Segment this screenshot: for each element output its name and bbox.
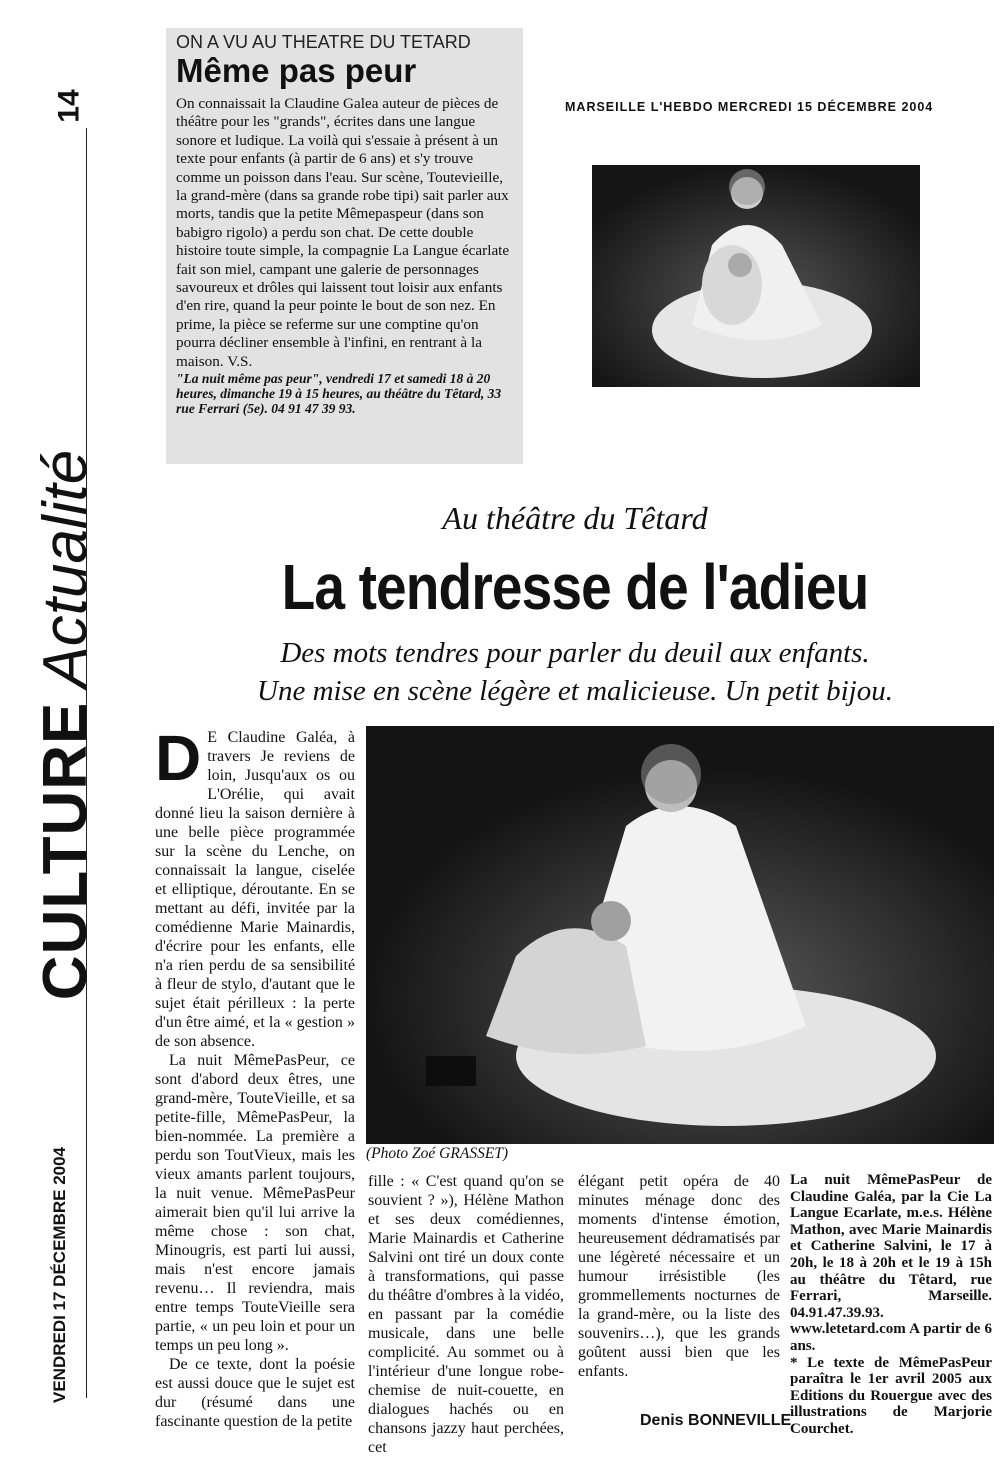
standfirst-line-2: Une mise en scène légère et malicieuse. Un petit bijou. (257, 675, 893, 707)
photo-main (366, 726, 994, 1144)
standfirst-line-1: Des mots tendres pour parler du deuil aux enfants. (280, 637, 870, 669)
col2-paragraph: fille : « C'est quand qu'on se souvient ? »), Hélène Mathon et ses deux comédiennes, Marie Mainardis et Catherine Salvini ont tiré un doux conte à transformations, qui passe du théâtre d'ombres à la vidéo, en passant par la comédie musicale, dans une belle complicité. Au sommet ou à l'intérieur d'une longue robe-chemise de nuit-couette, en dialogues hachés ou en chansons jazzy haut perchées, cet (368, 1173, 564, 1456)
masthead: MARSEILLE L'HEBDO MERCREDI 15 DÉCEMBRE 2004 (565, 100, 934, 114)
col1-paragraph-2: La nuit MêmePasPeur, ce sont d'abord deux êtres, une grand-mère, ToutеVieille, et sa petite-fille, MêmePasPeur, la bien-nommée. La première a perdu son ToutVieux, mais les vieux amants parlent toujours, la nuit venue. MêmePasPeur aimerait bien qu'il lui arrive la même chose : son chat, Minougris, est parti lui aussi, mais n'est encore jamais revenu… Il reviendra, mais entre temps ToutеVieille sera partie, « un peu loin et pour un temps un peu long ». (155, 1052, 355, 1354)
column-4 (790, 1172, 992, 1438)
photo-top (592, 165, 920, 387)
col3-paragraph: élégant petit opéra de 40 minutes ménage donc des moments d'intense émotion, heureusement dédramatisés par une légèreté nécessaire et un humour irrésistible (les grommellements nocturnes de la grand-mère, ou la liste des souvenirs…), que les grands goûtent aussi bien que les enfants. (578, 1173, 780, 1380)
col4-note: * Le texte de MêmePasPeur paraîtra le 1er avril 2005 aux Editions du Rouergue avec des illustrations de Marjorie Courchet. (790, 1354, 992, 1437)
column-2 (368, 1172, 564, 1457)
column-3 (578, 1172, 780, 1381)
photo-top-image (592, 165, 920, 387)
box-body: On connaissait la Claudine Galea auteur de pièces de théâtre pour les "grands", écrites dans une langue sonore et ludique. La voilà qui s'essaie à présent à un texte pour enfants (à partir de 6 ans) et s'y trouve comme un poisson dans l'eau. Sur scène, Toutevieille, la grand-mère (dans sa grande robe tipi) sait parler aux morts, tandis que la petite Mêmepaspeur (dans son babigro rigolo) a perdu son chat. De cette double histoire toute simple, la compagnie La Langue écarlate fait son miel, campant une galerie de personnages savoureux et drôles qui laissent tout loisir aux enfants d'en rire, quand la peur pointe le bout de son nez. En prime, la pièce se referme sur une comptine qu'on pourra décliner ensemble à l'infini, en rentrant à la maison. V.S. (176, 95, 510, 370)
column-1 (155, 722, 355, 1431)
section-main: CULTURE (30, 701, 100, 1001)
box-info: "La nuit même pas peur", vendredi 17 et samedi 18 à 20 heures, dimanche 19 à 15 heures, au théâtre du Têtard, 33 rue Ferrari (5e). 04 91 47 39 93. (176, 371, 502, 417)
col4-info: La nuit MêmePasPeur de Claudine Galéa, par la Cie La Langue Ecarlate, m.e.s. Hélène Mathon, avec Marie Mainardis et Catherine Salvini, le 17 à 20h, le 18 à 20h et le 19 à 15h au théâtre du Têtard, rue Ferrari, Marseille. 04.91.47.39.93. www.letetard.com A partir de 6 ans. (790, 1172, 992, 1354)
issue-date: VENDREDI 17 DÉCEMBRE 2004 (50, 1146, 69, 1404)
col1-paragraph-3: De ce texte, dont la poésie est aussi douce que le sujet est dur (résumé dans une fascinante question de la petite (155, 1356, 355, 1430)
box-kicker: ON A VU AU THEATRE DU TETARD (176, 32, 471, 52)
photo-main-image (366, 726, 994, 1144)
main-title: La tendresse de l'adieu (281, 551, 869, 623)
byline: Denis BONNEVILLE (640, 1412, 792, 1429)
overline: Au théâtre du Têtard (442, 500, 708, 536)
photo-caption: (Photo Zoé GRASSET) (366, 1145, 509, 1162)
dropcap: D (155, 722, 202, 794)
box-headline: Même pas peur (176, 52, 417, 89)
section-label (20, 449, 110, 1001)
boxed-article (166, 28, 523, 464)
page-number: 14 (53, 89, 86, 123)
col1-paragraph-1: D E Claudine Galéa, à travers Je reviens de loin, Jusqu'aux os ou L'Orélie, qui avait donné lieu la saison dernière à une belle pièce programmée sur la scène du Lenche, on connaissait la langue, ciselée et elliptique, déroutante. En se mettant au défi, invitée par la comédienne Marie Mainardis, d'écrire pour les enfants, elle n'a rien perdu de sa sensibilité à fleur de stylo, d'autant que le sujet était périlleux : la perte d'un être aimé, et la « gestion » de son absence. (155, 722, 355, 1050)
standfirst (150, 634, 1000, 710)
section-sub: Actualité (30, 449, 100, 688)
